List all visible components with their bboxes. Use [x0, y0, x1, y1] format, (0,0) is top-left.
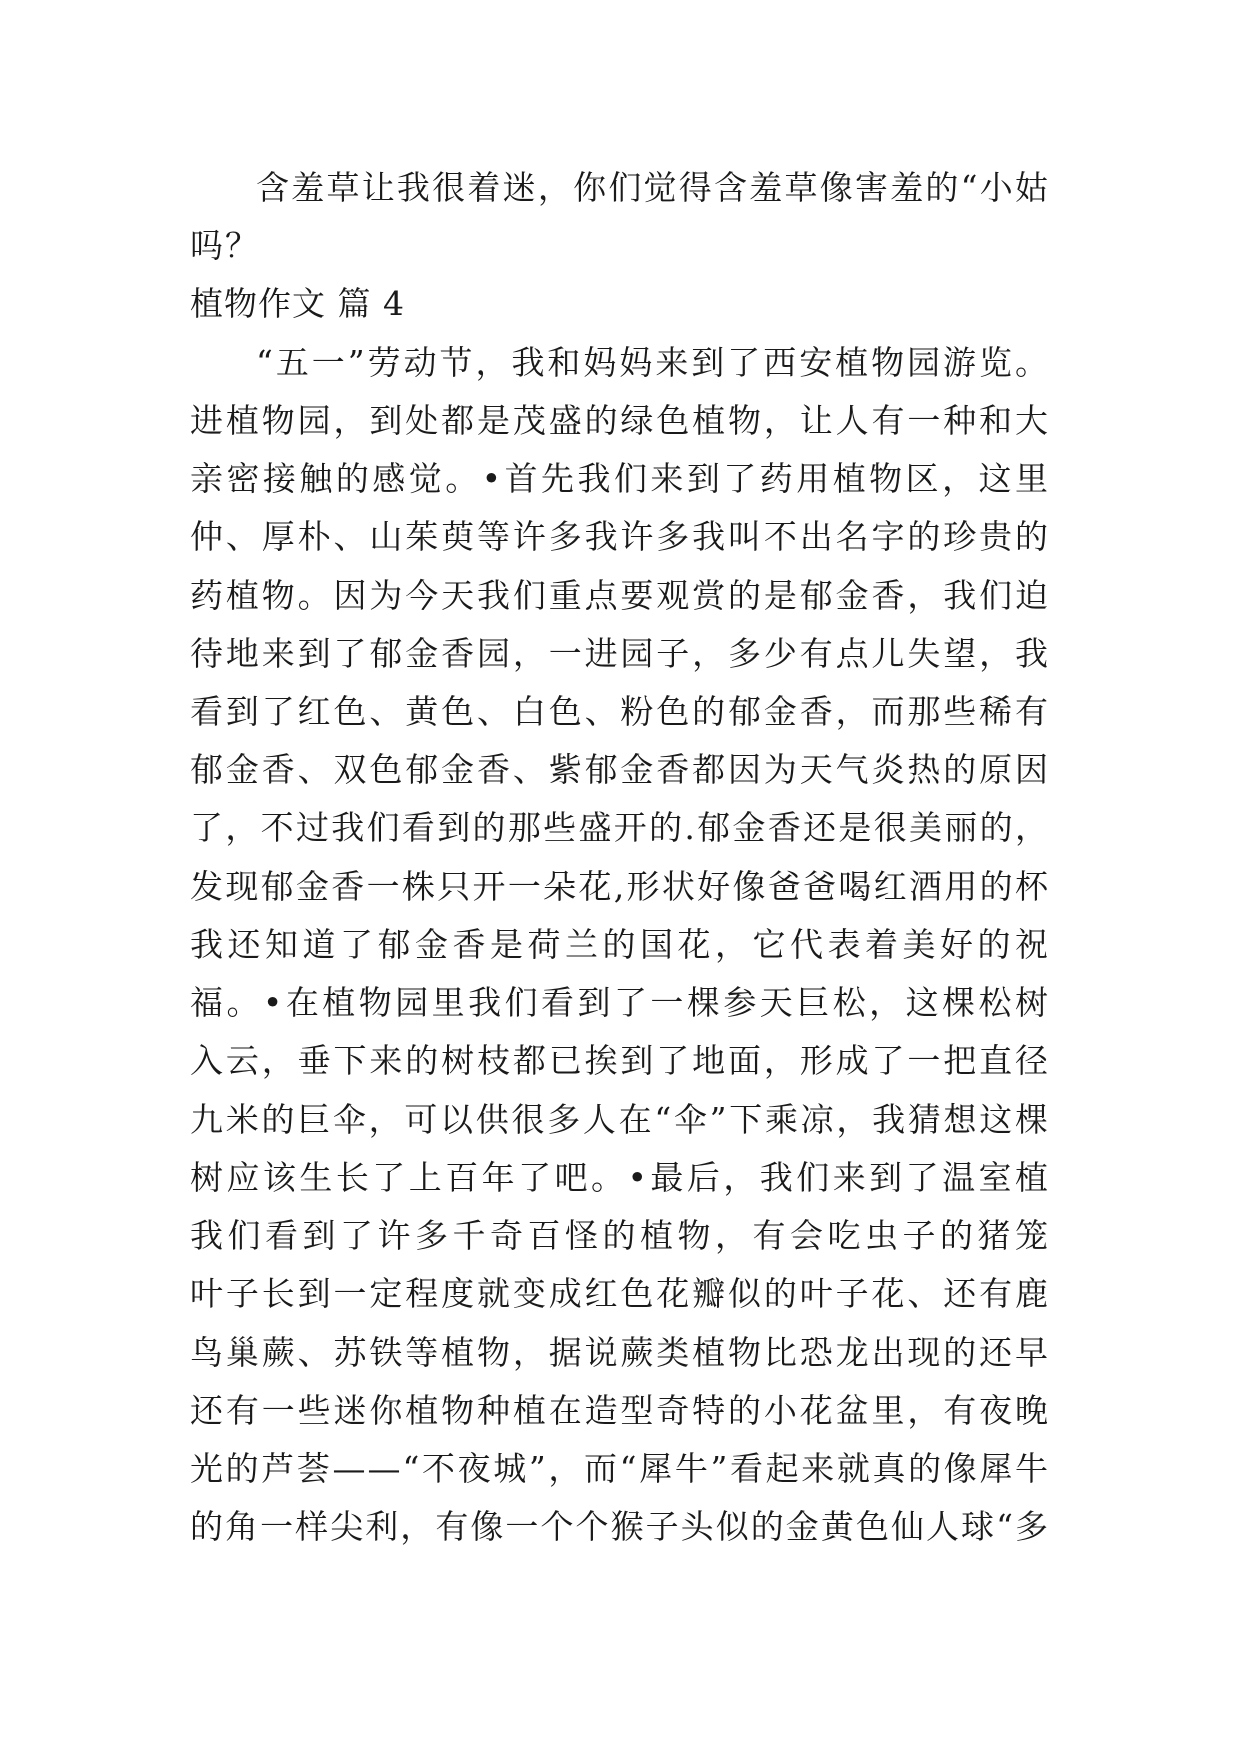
- paragraph-line: 鸟巢蕨、苏铁等植物，据说蕨类植物比恐龙出现的还早: [190, 1333, 1050, 1372]
- section-heading: 植物作文 篇 4: [190, 284, 405, 323]
- paragraph-line: 我还知道了郁金香是荷兰的国花，它代表着美好的祝: [190, 925, 1050, 964]
- paragraph-line: 看到了红色、黄色、白色、粉色的郁金香，而那些稀有: [190, 692, 1050, 731]
- paragraph-line: 还有一些迷你植物种植在造型奇特的小花盆里，有夜晚: [190, 1391, 1050, 1430]
- paragraph-line: 发现郁金香一株只开一朵花,形状好像爸爸喝红酒用的杯: [190, 867, 1050, 906]
- paragraph-line: 含羞草让我很着迷，你们觉得含羞草像害羞的“小姑: [256, 168, 1050, 207]
- paragraph-line: 药植物。因为今天我们重点要观赏的是郁金香，我们迫: [190, 576, 1050, 615]
- paragraph-line: 了，不过我们看到的那些盛开的.郁金香还是很美丽的，: [190, 808, 1050, 847]
- paragraph-line: 九米的巨伞，可以供很多人在“伞”下乘凉，我猜想这棵: [190, 1100, 1050, 1139]
- paragraph-line: 入云，垂下来的树枝都已挨到了地面，形成了一把直径: [190, 1041, 1050, 1080]
- paragraph-line: 福。•在植物园里我们看到了一棵参天巨松，这棵松树: [190, 983, 1050, 1022]
- paragraph-line: 仲、厚朴、山茱萸等许多我许多我叫不出名字的珍贵的: [190, 517, 1050, 556]
- paragraph-line: 待地来到了郁金香园，一进园子，多少有点儿失望，我: [190, 634, 1050, 673]
- paragraph-line: 树应该生长了上百年了吧。•最后，我们来到了温室植: [190, 1158, 1050, 1197]
- paragraph-line: 的角一样尖利，有像一个个猴子头似的金黄色仙人球“多: [190, 1507, 1050, 1546]
- paragraph-line: 吗？: [190, 226, 260, 265]
- paragraph-line: 郁金香、双色郁金香、紫郁金香都因为天气炎热的原因: [190, 750, 1050, 789]
- paragraph-line: 光的芦荟——“不夜城”，而“犀牛”看起来就真的像犀牛: [190, 1449, 1050, 1488]
- paragraph-line: 进植物园，到处都是茂盛的绿色植物，让人有一种和大: [190, 401, 1050, 440]
- paragraph-line: 叶子长到一定程度就变成红色花瓣似的叶子花、还有鹿: [190, 1274, 1050, 1313]
- paragraph-line: “五一”劳动节，我和妈妈来到了西安植物园游览。: [256, 343, 1050, 382]
- paragraph-line: 亲密接触的感觉。•首先我们来到了药用植物区，这里: [190, 459, 1050, 498]
- paragraph-line: 我们看到了许多千奇百怪的植物，有会吃虫子的猪笼: [190, 1216, 1050, 1255]
